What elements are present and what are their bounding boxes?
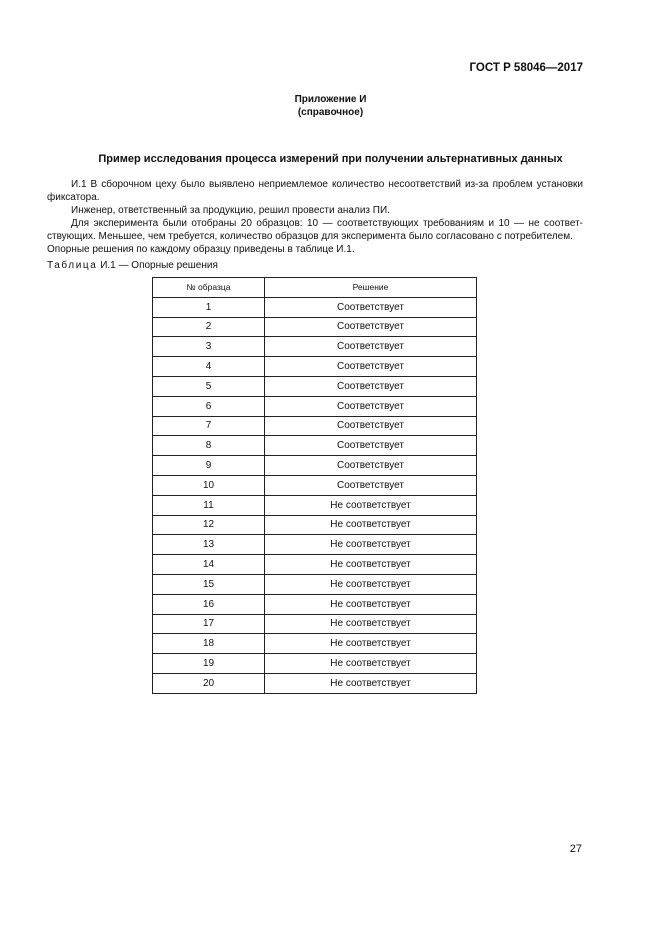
table-row xyxy=(153,357,477,377)
table-caption-label: Таблица xyxy=(47,260,98,271)
sample-number-cell: 20 xyxy=(153,673,265,693)
sample-number-cell: 18 xyxy=(153,634,265,654)
reference-decisions-table xyxy=(152,277,477,694)
decision-cell: Соответствует xyxy=(265,436,477,456)
sample-number-cell: 12 xyxy=(153,515,265,535)
table-row xyxy=(153,337,477,357)
paragraph: И.1 В сборочном цеху было выявлено неприемлемое количество несоответствий из-за проблем установки фиксатора. xyxy=(47,179,583,203)
decision-cell: Соответствует xyxy=(265,376,477,396)
sample-number-cell: 15 xyxy=(153,574,265,594)
table-row xyxy=(153,574,477,594)
table-caption-text: И.1 — Опорные решения xyxy=(97,260,218,271)
sample-number-cell: 9 xyxy=(153,456,265,476)
body-text xyxy=(47,178,583,256)
section-title: Пример исследования процесса измерений при получении альтернативных данных xyxy=(98,153,563,165)
decision-cell: Не соответствует xyxy=(265,594,477,614)
sample-number-cell: 3 xyxy=(153,337,265,357)
sample-number-cell: 2 xyxy=(153,317,265,337)
table-row xyxy=(153,475,477,495)
sample-number-cell: 8 xyxy=(153,436,265,456)
sample-number-cell: 10 xyxy=(153,475,265,495)
decision-cell: Не соответствует xyxy=(265,673,477,693)
sample-number-cell: 4 xyxy=(153,357,265,377)
table-row xyxy=(153,376,477,396)
table-row xyxy=(153,634,477,654)
table-row xyxy=(153,654,477,674)
decision-cell: Соответствует xyxy=(265,357,477,377)
table-row xyxy=(153,436,477,456)
table-row xyxy=(153,317,477,337)
sample-number-cell: 11 xyxy=(153,495,265,515)
column-header-decision: Решение xyxy=(265,278,477,298)
table-header-row xyxy=(153,278,477,298)
sample-number-cell: 6 xyxy=(153,396,265,416)
table-row xyxy=(153,495,477,515)
table-row xyxy=(153,535,477,555)
paragraph: Для эксперимента были отобраны 20 образцов: 10 — соответствующих требованиям и 10 — не соответ-ствующих. Меньшее, чем требуется, количество образцов для эксперимента было согласовано с потребителем. xyxy=(47,218,583,242)
table-body xyxy=(153,297,477,693)
sample-number-cell: 17 xyxy=(153,614,265,634)
decision-cell: Не соответствует xyxy=(265,614,477,634)
table-row xyxy=(153,396,477,416)
decision-cell: Соответствует xyxy=(265,475,477,495)
decision-cell: Соответствует xyxy=(265,297,477,317)
decision-cell: Соответствует xyxy=(265,337,477,357)
decision-cell: Не соответствует xyxy=(265,495,477,515)
sample-number-cell: 19 xyxy=(153,654,265,674)
decision-cell: Соответствует xyxy=(265,456,477,476)
decision-cell: Не соответствует xyxy=(265,555,477,575)
sample-number-cell: 14 xyxy=(153,555,265,575)
paragraph: Опорные решения по каждому образцу приведены в таблице И.1. xyxy=(47,244,355,255)
decision-cell: Не соответствует xyxy=(265,515,477,535)
column-header-sample: № образца xyxy=(153,278,265,298)
decision-cell: Соответствует xyxy=(265,416,477,436)
sample-number-cell: 7 xyxy=(153,416,265,436)
sample-number-cell: 1 xyxy=(153,297,265,317)
decision-cell: Соответствует xyxy=(265,317,477,337)
table-row xyxy=(153,515,477,535)
table-caption xyxy=(47,260,218,271)
table-row xyxy=(153,416,477,436)
decision-cell: Соответствует xyxy=(265,396,477,416)
page-number: 27 xyxy=(569,843,582,855)
table-row xyxy=(153,594,477,614)
table-row xyxy=(153,456,477,476)
table-row xyxy=(153,673,477,693)
decision-cell: Не соответствует xyxy=(265,634,477,654)
appendix-title: Приложение И xyxy=(294,94,367,105)
decision-cell: Не соответствует xyxy=(265,535,477,555)
table-row xyxy=(153,614,477,634)
table-row xyxy=(153,555,477,575)
decision-cell: Не соответствует xyxy=(265,654,477,674)
appendix-heading xyxy=(0,93,661,119)
sample-number-cell: 5 xyxy=(153,376,265,396)
table-row xyxy=(153,297,477,317)
sample-number-cell: 13 xyxy=(153,535,265,555)
sample-number-cell: 16 xyxy=(153,594,265,614)
decision-cell: Не соответствует xyxy=(265,574,477,594)
appendix-subtitle: (справочное) xyxy=(297,107,364,118)
document-id: ГОСТ Р 58046—2017 xyxy=(469,62,583,74)
paragraph: Инженер, ответственный за продукцию, решил провести анализ ПИ. xyxy=(71,205,390,216)
